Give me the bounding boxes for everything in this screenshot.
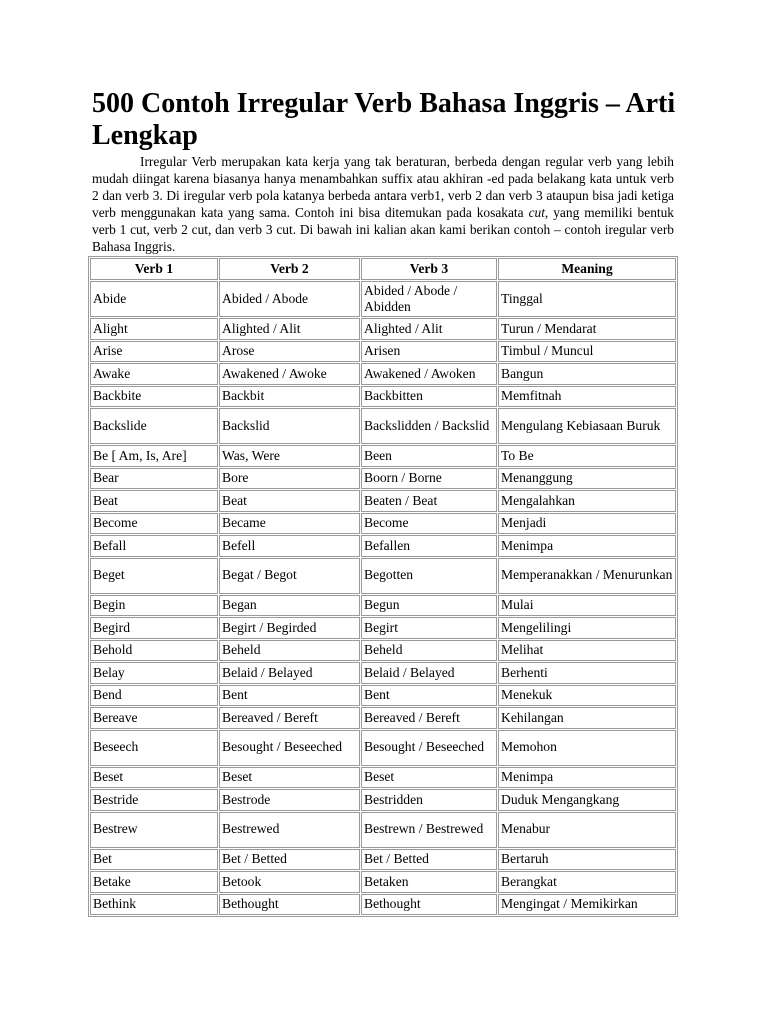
cell-verb-3: Bestridden	[361, 789, 497, 811]
cell-meaning: Menimpa	[498, 535, 676, 557]
cell-verb-2: Beat	[219, 490, 360, 512]
cell-verb-2: Awakened / Awoke	[219, 363, 360, 385]
cell-verb-2: Bestrode	[219, 789, 360, 811]
cell-meaning: Mengingat / Memikirkan	[498, 894, 676, 916]
table-row	[90, 685, 676, 707]
cell-verb-2: Beset	[219, 767, 360, 789]
cell-verb-1: Arise	[90, 341, 218, 363]
cell-verb-3: Backslidden / Backslid	[361, 408, 497, 444]
cell-verb-1: Backbite	[90, 386, 218, 408]
cell-meaning: Melihat	[498, 640, 676, 662]
cell-verb-2: Beheld	[219, 640, 360, 662]
cell-verb-2: Belaid / Belayed	[219, 662, 360, 684]
cell-meaning: Mulai	[498, 595, 676, 617]
cell-verb-3: Bestrewn / Bestrewed	[361, 812, 497, 848]
cell-verb-1: Begin	[90, 595, 218, 617]
cell-meaning: Memohon	[498, 730, 676, 766]
cell-verb-3: Beaten / Beat	[361, 490, 497, 512]
cell-verb-1: Bereave	[90, 707, 218, 729]
cell-verb-2: Backbit	[219, 386, 360, 408]
table-row	[90, 468, 676, 490]
table-row	[90, 789, 676, 811]
cell-verb-2: Begirt / Begirded	[219, 617, 360, 639]
cell-meaning: Memfitnah	[498, 386, 676, 408]
cell-verb-3: Alighted / Alit	[361, 318, 497, 340]
cell-verb-1: Bestrew	[90, 812, 218, 848]
cell-meaning: To Be	[498, 445, 676, 467]
cell-verb-1: Belay	[90, 662, 218, 684]
page-title: 500 Contoh Irregular Verb Bahasa Inggris – Arti Lengkap	[92, 88, 676, 151]
cell-meaning: Menanggung	[498, 468, 676, 490]
table-row	[90, 513, 676, 535]
table-row	[90, 640, 676, 662]
cell-verb-2: Besought / Beseeched	[219, 730, 360, 766]
intro-paragraph	[92, 153, 674, 256]
cell-verb-2: Befell	[219, 535, 360, 557]
table-body	[90, 281, 676, 915]
cell-verb-3: Become	[361, 513, 497, 535]
cell-verb-1: Beset	[90, 767, 218, 789]
intro-italic-word: cut	[528, 205, 545, 221]
table-row	[90, 595, 676, 617]
table-row	[90, 281, 676, 317]
table-row	[90, 363, 676, 385]
cell-verb-2: Alighted / Alit	[219, 318, 360, 340]
table-row	[90, 871, 676, 893]
cell-verb-1: Begird	[90, 617, 218, 639]
cell-verb-3: Awakened / Awoken	[361, 363, 497, 385]
cell-verb-3: Begirt	[361, 617, 497, 639]
table-row	[90, 558, 676, 594]
table-row	[90, 341, 676, 363]
cell-verb-3: Besought / Beseeched	[361, 730, 497, 766]
cell-verb-1: Bestride	[90, 789, 218, 811]
cell-meaning: Bertaruh	[498, 849, 676, 871]
cell-verb-1: Bear	[90, 468, 218, 490]
table-row	[90, 408, 676, 444]
cell-verb-2: Arose	[219, 341, 360, 363]
cell-verb-3: Boorn / Borne	[361, 468, 497, 490]
cell-verb-3: Been	[361, 445, 497, 467]
header-meaning: Meaning	[498, 258, 676, 280]
table-row	[90, 617, 676, 639]
intro-text-end: , yang memiliki bentuk verb 1 cut, verb 2 cut, dan verb 3 cut. Di bawah ini kalian akan kami berikan contoh – contoh iregular verb Bahasa Inggris.	[92, 205, 675, 255]
table-row	[90, 812, 676, 848]
table-row	[90, 730, 676, 766]
cell-meaning: Mengalahkan	[498, 490, 676, 512]
cell-meaning: Tinggal	[498, 281, 676, 317]
cell-verb-2: Began	[219, 595, 360, 617]
header-verb-3: Verb 3	[361, 258, 497, 280]
cell-meaning: Berangkat	[498, 871, 676, 893]
cell-verb-1: Beseech	[90, 730, 218, 766]
cell-verb-1: Backslide	[90, 408, 218, 444]
cell-verb-1: Bethink	[90, 894, 218, 916]
cell-verb-2: Bereaved / Bereft	[219, 707, 360, 729]
cell-verb-2: Bethought	[219, 894, 360, 916]
irregular-verb-table	[88, 256, 678, 917]
cell-verb-3: Bereaved / Bereft	[361, 707, 497, 729]
cell-meaning: Menekuk	[498, 685, 676, 707]
cell-meaning: Mengelilingi	[498, 617, 676, 639]
cell-verb-2: Betook	[219, 871, 360, 893]
intro-text-start: Irregular Verb merupakan kata kerja yang tak beraturan, berbeda dengan regular verb yang lebih mudah diingat karena biasanya hanya menambahkan suffix atau akhiran -ed pada belakang kata untuk verb 2 dan verb 3. Di iregular verb pola katanya berbeda antara verb1, verb 2 dan verb 3 ataupun bisa jadi ketiga verb menggunakan kata yang sama. Contoh ini bisa ditemukan pada kosakata	[92, 154, 674, 221]
cell-verb-2: Bet / Betted	[219, 849, 360, 871]
table-row	[90, 894, 676, 916]
cell-verb-1: Befall	[90, 535, 218, 557]
cell-meaning: Menabur	[498, 812, 676, 848]
cell-verb-3: Abided / Abode / Abidden	[361, 281, 497, 317]
cell-verb-1: Be [ Am, Is, Are]	[90, 445, 218, 467]
cell-verb-1: Behold	[90, 640, 218, 662]
cell-verb-2: Abided / Abode	[219, 281, 360, 317]
table-row	[90, 767, 676, 789]
header-verb-2: Verb 2	[219, 258, 360, 280]
cell-verb-3: Beheld	[361, 640, 497, 662]
cell-verb-3: Begotten	[361, 558, 497, 594]
cell-verb-3: Bent	[361, 685, 497, 707]
cell-meaning: Mengulang Kebiasaan Buruk	[498, 408, 676, 444]
cell-verb-1: Bet	[90, 849, 218, 871]
cell-verb-1: Beat	[90, 490, 218, 512]
cell-verb-3: Arisen	[361, 341, 497, 363]
cell-verb-1: Beget	[90, 558, 218, 594]
cell-verb-1: Become	[90, 513, 218, 535]
cell-verb-1: Bend	[90, 685, 218, 707]
table-row	[90, 386, 676, 408]
cell-verb-3: Belaid / Belayed	[361, 662, 497, 684]
cell-meaning: Memperanakkan / Menurunkan	[498, 558, 676, 594]
cell-meaning: Menimpa	[498, 767, 676, 789]
cell-verb-1: Alight	[90, 318, 218, 340]
header-verb-1: Verb 1	[90, 258, 218, 280]
table-row	[90, 662, 676, 684]
cell-meaning: Berhenti	[498, 662, 676, 684]
cell-verb-2: Begat / Begot	[219, 558, 360, 594]
cell-verb-3: Backbitten	[361, 386, 497, 408]
table-row	[90, 849, 676, 871]
cell-verb-3: Bet / Betted	[361, 849, 497, 871]
cell-verb-1: Awake	[90, 363, 218, 385]
cell-verb-3: Beset	[361, 767, 497, 789]
table-row	[90, 707, 676, 729]
table-header-row	[90, 258, 676, 280]
cell-verb-2: Was, Were	[219, 445, 360, 467]
cell-verb-2: Bent	[219, 685, 360, 707]
cell-meaning: Menjadi	[498, 513, 676, 535]
cell-verb-1: Abide	[90, 281, 218, 317]
cell-verb-3: Befallen	[361, 535, 497, 557]
cell-verb-3: Betaken	[361, 871, 497, 893]
cell-verb-2: Bore	[219, 468, 360, 490]
table-row	[90, 535, 676, 557]
cell-verb-2: Bestrewed	[219, 812, 360, 848]
cell-meaning: Turun / Mendarat	[498, 318, 676, 340]
cell-verb-1: Betake	[90, 871, 218, 893]
cell-meaning: Timbul / Muncul	[498, 341, 676, 363]
cell-verb-2: Backslid	[219, 408, 360, 444]
cell-verb-3: Begun	[361, 595, 497, 617]
table-row	[90, 318, 676, 340]
table-row	[90, 445, 676, 467]
cell-verb-2: Became	[219, 513, 360, 535]
cell-meaning: Kehilangan	[498, 707, 676, 729]
cell-meaning: Bangun	[498, 363, 676, 385]
cell-verb-3: Bethought	[361, 894, 497, 916]
cell-meaning: Duduk Mengangkang	[498, 789, 676, 811]
table-row	[90, 490, 676, 512]
